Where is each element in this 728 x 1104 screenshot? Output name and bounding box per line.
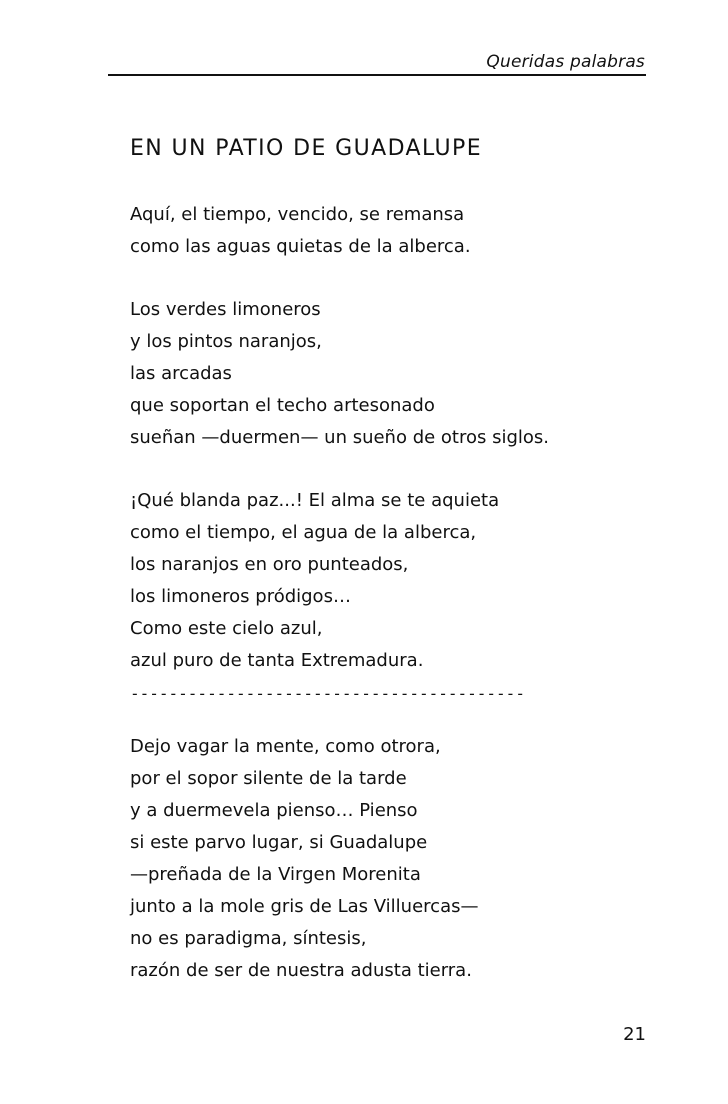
section-divider: ----------------------------------------- <box>130 684 525 703</box>
verse-line: razón de ser de nuestra adusta tierra. <box>130 960 472 981</box>
stanza-3 <box>130 485 499 677</box>
verse-line: los naranjos en oro punteados, <box>130 554 409 575</box>
verse-line: no es paradigma, síntesis, <box>130 928 367 949</box>
verse-line: azul puro de tanta Extremadura. <box>130 650 424 671</box>
verse-line: —preñada de la Virgen Morenita <box>130 864 421 885</box>
verse-line: las arcadas <box>130 363 232 384</box>
verse-line: y a duermevela pienso… Pienso <box>130 800 418 821</box>
verse-line: y los pintos naranjos, <box>130 331 322 352</box>
stanza-4 <box>130 731 478 987</box>
header-rule <box>108 74 646 76</box>
running-head-title: Queridas palabras <box>486 52 645 72</box>
verse-line: Dejo vagar la mente, como otrora, <box>130 736 441 757</box>
verse-line: como las aguas quietas de la alberca. <box>130 236 471 257</box>
verse-line: sueñan —duermen— un sueño de otros siglos. <box>130 427 550 448</box>
poem-title: EN UN PATIO DE GUADALUPE <box>130 136 483 161</box>
verse-line: ¡Qué blanda paz...! El alma se te aquieta <box>130 490 500 511</box>
page-number: 21 <box>623 1024 646 1045</box>
verse-line: Los verdes limoneros <box>130 299 321 320</box>
verse-line: si este parvo lugar, si Guadalupe <box>130 832 428 853</box>
verse-line: junto a la mole gris de Las Villuercas— <box>130 896 479 917</box>
verse-line: como el tiempo, el agua de la alberca, <box>130 522 477 543</box>
verse-line: Como este cielo azul, <box>130 618 323 639</box>
verse-line: Aquí, el tiempo, vencido, se remansa <box>130 204 465 225</box>
verse-line: los limoneros pródigos… <box>130 586 351 607</box>
stanza-2 <box>130 294 549 454</box>
verse-line: por el sopor silente de la tarde <box>130 768 407 789</box>
verse-line: que soportan el techo artesonado <box>130 395 435 416</box>
stanza-1 <box>130 199 471 263</box>
